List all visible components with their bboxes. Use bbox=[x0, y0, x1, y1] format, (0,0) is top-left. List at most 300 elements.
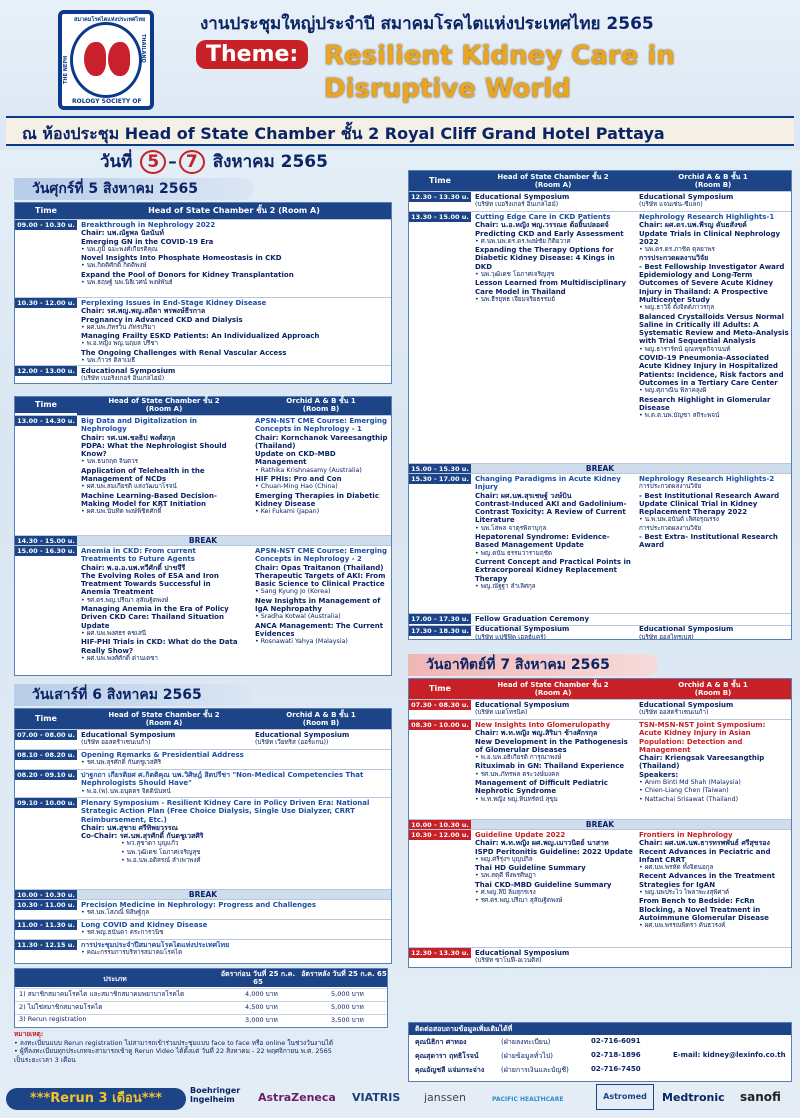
talk-speaker: • ผศ.นพ.สมเกียรติ แสงวัฒนาโรจน์ bbox=[81, 483, 177, 491]
col-room-b-code: (Room B) bbox=[302, 405, 340, 413]
session-time: 10.30 - 11.00 u. bbox=[15, 900, 77, 910]
session-title: Perplexing Issues in End-Stage Kidney Disease bbox=[81, 299, 267, 307]
contact-role: (ฝ่ายข้อมูลทั่วไป) bbox=[501, 1052, 553, 1060]
session-row bbox=[15, 899, 391, 919]
session-title: Educational Symposium bbox=[475, 193, 570, 201]
talk-title: Expanding the Therapy Options for Diabetic Kidney Disease: 4 Kings in DKD bbox=[475, 246, 615, 271]
session-title: Nephrology Research Highlights-2 bbox=[639, 475, 775, 483]
date-dash: – bbox=[168, 152, 177, 172]
session-title: APSN-NST CME Course: Emerging Concepts in Nephrology - 1 bbox=[255, 417, 387, 434]
talk-title: Machine Learning-Based Decision-Making Model for KRT Initiation bbox=[81, 491, 217, 508]
talk-title: ANCA Management: The Current Evidences bbox=[255, 621, 384, 638]
col-room-b-name: Orchid A & B ชั้น 1 bbox=[286, 397, 356, 405]
session-sponsor: (บริษัท ออสตร้าเซนเนก้า) bbox=[639, 709, 709, 717]
talk-speaker: • นพ.ก้าวร ติลาเมธี bbox=[81, 357, 136, 365]
session-title: Fellow Graduation Ceremony bbox=[475, 615, 590, 623]
session-chair: Chair: นพ.สุชาย ศรีทิพยวรรณ bbox=[81, 823, 178, 832]
session-time: 11.30 - 12.15 u. bbox=[15, 940, 77, 950]
society-logo bbox=[58, 10, 154, 110]
fees-row bbox=[15, 1014, 387, 1024]
session-sponsor: (บริษัท เบอริงเกอร์ อินเกลไฮม์) bbox=[475, 201, 559, 209]
talk-title: ISPD Peritonitis Guideline: 2022 Update bbox=[475, 847, 633, 856]
theme-label: Theme: bbox=[196, 40, 308, 69]
session-sponsor: (บริษัท ซาโนฟี่-อเวนติส) bbox=[475, 957, 542, 965]
session-time: 10.00 - 10.30 u. bbox=[409, 820, 471, 830]
panelist: • นพ.วุฒิเดช โอภาศเจริญสุข bbox=[121, 848, 201, 856]
col-room-a bbox=[471, 171, 635, 191]
talk-speaker: • พญ.ศรีรุ่งฯ บุญปกิล bbox=[475, 855, 533, 863]
col-time: Time bbox=[15, 397, 77, 413]
session-time: 11.00 - 11.30 u. bbox=[15, 920, 77, 930]
talk-speaker: • ศ.พญ.ลิปิ ลิ่มสุกรเรง bbox=[475, 889, 536, 897]
talk-speaker: • นพ.ธนกฤต จินตวร bbox=[81, 458, 139, 466]
session-speaker: • คณะกรรมการบริหารสมาคมโรคไต bbox=[81, 949, 183, 957]
fees-after: 5,000 บาท bbox=[331, 1003, 364, 1011]
col-room-a-code: (Room A) bbox=[145, 405, 183, 413]
contact-phone[interactable]: 02-716-6091 bbox=[591, 1037, 641, 1045]
session-row bbox=[409, 191, 791, 211]
contact-row bbox=[415, 1065, 787, 1076]
session-speaker: • รศ.นพ.โสภณิ์ พิสิษฐ์กุล bbox=[81, 909, 150, 917]
contact-role: (ฝ่ายการเงินและบัญชี) bbox=[501, 1066, 569, 1074]
talk-speaker: • พ.อ.นพ.อธิเกียรติ การุณาพงษ์ bbox=[475, 754, 562, 762]
talk-title: Update on CKD-MBD Management bbox=[255, 450, 336, 467]
session-row bbox=[409, 625, 791, 641]
session-title: Opening Remarks & Presidential Address bbox=[81, 751, 244, 759]
col-room-a-name: Head of State Chamber ชั้น 2 bbox=[108, 711, 220, 719]
talk-speaker: • Rosnawati Yahya (Malaysia) bbox=[255, 638, 348, 646]
talk-speaker: • ศ.นพ.นพ.ดร.ดร.พงษ์ชัย กิติยวาศ bbox=[475, 237, 571, 245]
contact-name: คุณนิธิกา ศาทอง bbox=[415, 1038, 467, 1046]
contact-name: คุณอัญชลี แจ่มกระจ่าง bbox=[415, 1066, 485, 1074]
notes bbox=[14, 1030, 404, 1064]
session-chair: Chair: พ.ท.หญิง พญ.สิริมา ช้างศักรกุล bbox=[475, 729, 598, 738]
talk-speaker: • ผศ.นพ.พรหัต ทั้งจิตนอกุล bbox=[639, 864, 714, 872]
talk-title: Research Highlight in Glomerular Disease bbox=[639, 395, 771, 412]
session-time: 09.00 - 10.30 u. bbox=[15, 220, 77, 230]
session-time: 15.00 - 16.30 u. bbox=[15, 546, 77, 556]
session-sponsor: (บริษัท แจนเซ่น-ซีแลก) bbox=[639, 201, 703, 209]
session-chair: Chair: น.อ.หญิง พญ.วรรณธ ต้อยิ้นปลอดจ์ bbox=[475, 221, 609, 230]
registration-fees-table bbox=[14, 968, 388, 1028]
fees-type: 2) ไม่ใช่สมาชิกสมาคมโรคไต bbox=[19, 1003, 103, 1011]
session-time: 12.30 - 13.30 u. bbox=[409, 948, 471, 958]
session-chair: Chair: ผศ.นพ.นพ.ธารทรพพันธ์ ศรีสุขรอง bbox=[639, 839, 770, 848]
contest-heading: การประกวดผลงานวิจัย bbox=[639, 254, 709, 263]
session-time: 13.30 - 15.00 u. bbox=[409, 212, 471, 222]
break-label: BREAK bbox=[15, 890, 391, 900]
session-row bbox=[15, 297, 391, 363]
day5-morning-table bbox=[14, 202, 392, 384]
contact-phone[interactable]: 02-718-1896 bbox=[591, 1051, 641, 1059]
talk-speaker: • พ.อ.หญิง พญ.นฤมล ปรีชา bbox=[81, 340, 159, 348]
session-row bbox=[15, 729, 391, 749]
session-title: Educational Symposium bbox=[639, 626, 734, 633]
fees-row bbox=[15, 988, 387, 998]
talk-title: Rituximab in GN: Thailand Experience bbox=[475, 762, 625, 771]
session-title: Long COVID and Kidney Disease bbox=[81, 921, 208, 929]
talk-title: Expand the Pool of Donors for Kidney Transplantation bbox=[81, 270, 294, 279]
talk-title: Recent Advances in the Treatment Strategies for IgAN bbox=[639, 872, 775, 889]
day7-table bbox=[408, 678, 792, 968]
col-time: Time bbox=[15, 709, 77, 729]
speakers-label: Speakers: bbox=[639, 770, 679, 779]
session-time: 10.30 - 12.00 u. bbox=[409, 830, 471, 840]
note-item: เป็นระยะเวลา 3 เดือน bbox=[14, 1055, 76, 1064]
talk-speaker: • พญ.ศุภาณิน พิลาคลุงผิ bbox=[639, 387, 707, 395]
session-time: 10.30 - 12.00 u. bbox=[15, 298, 77, 308]
col-time: Time bbox=[15, 203, 77, 219]
rerun-badge: ***Rerun 3 เดือน*** bbox=[6, 1088, 186, 1110]
panelist: • พ.อ.นพ.อดิสรณ์ ลำเพาพงศ์ bbox=[121, 857, 201, 865]
talk-title: The Ongoing Challenges with Renal Vascular Access bbox=[81, 348, 287, 357]
session-time: 07.30 - 08.30 u. bbox=[409, 700, 471, 710]
session-row bbox=[409, 211, 791, 463]
talk-speaker: • น.พ.นพ.อนันต์ เลิศอรุณรรง bbox=[639, 516, 719, 524]
contact-row bbox=[415, 1051, 787, 1062]
session-title: TSN-MSN-NST Joint Symposium: Acute Kidney Injury in Asian Population: Detection and Management bbox=[639, 721, 766, 754]
session-time: 08.30 - 10.00 u. bbox=[409, 720, 471, 730]
kidney-icon bbox=[108, 42, 130, 76]
col-room-b-code: (Room B) bbox=[302, 719, 340, 727]
session-title: Cutting Edge Care in CKD Patients bbox=[475, 213, 611, 221]
session-time: 12.30 - 13.30 u. bbox=[409, 192, 471, 202]
day5-afternoon-table bbox=[14, 396, 392, 676]
session-time: 12.00 - 13.00 u. bbox=[15, 366, 77, 376]
session-row bbox=[409, 473, 791, 613]
col-room-a: Head of State Chamber ชั้น 2 (Room A) bbox=[77, 203, 391, 219]
session-row bbox=[409, 947, 791, 967]
talk-speaker: • Chien-Liang Chen (Taiwan) bbox=[639, 787, 729, 795]
session-time: 15.00 - 15.30 u. bbox=[409, 464, 471, 474]
session-speaker: • รศ.นพ.สุรศักดิ์ กันตชูเวสศิริ bbox=[81, 759, 162, 767]
fees-before: 3,000 บาท bbox=[245, 1016, 278, 1024]
session-title: Nephrology Research Highlights-1 bbox=[639, 213, 775, 221]
session-row bbox=[15, 939, 391, 963]
talk-title: COVID-19 Pneumonia-Associated Acute Kidney Injury in Hospitalized Patients: Incidence, Risk factors and Outcomes in a Tertiary Care Center bbox=[639, 354, 784, 387]
contest-heading: การประกวดผลงานวิจัย bbox=[639, 483, 702, 491]
col-room-b bbox=[635, 679, 791, 699]
talk-speaker: • ผศ.นพ.ภัทรวิน ภัทรปริมา bbox=[81, 323, 156, 331]
session-title: Educational Symposium bbox=[475, 701, 570, 709]
col-room-b bbox=[251, 397, 391, 415]
session-row bbox=[409, 829, 791, 947]
fees-before: 4,000 บาท bbox=[245, 990, 278, 998]
sponsor-logo-pacific: PACIFIC HEALTHCARE bbox=[492, 1096, 564, 1103]
contact-name: คุณสุดารา ฤทธิโรจน์ bbox=[415, 1052, 479, 1060]
kidney-icon bbox=[84, 42, 106, 76]
session-row bbox=[409, 719, 791, 819]
talk-speaker: • นพ.ดร.ดร.ภาชิต ตุลยาพร bbox=[639, 246, 715, 254]
talk-speaker: • นพ.กิตติศักดิ์ กิตติพงษ์ bbox=[81, 262, 147, 270]
talk-speaker: • นพ.ธฤษฐ์ นพ.นิธิเวศน์ พงษ์พันธ์ bbox=[81, 279, 173, 287]
notes-heading: หมายเหตุ: bbox=[14, 1030, 44, 1038]
break-row bbox=[409, 463, 791, 473]
col-time: Time bbox=[409, 679, 471, 699]
session-time: 08.10 - 08.20 u. bbox=[15, 750, 77, 760]
session-chair: Chair: Opas Traitanon (Thailand) bbox=[255, 563, 384, 572]
contact-role: (ฝ่ายลงทะเบียน) bbox=[501, 1038, 551, 1046]
fees-after: 3,500 บาท bbox=[331, 1016, 364, 1024]
break-row bbox=[15, 889, 391, 899]
col-room-a bbox=[471, 679, 635, 699]
session-title: Educational Symposium bbox=[255, 731, 350, 739]
session-title: Educational Symposium bbox=[81, 731, 176, 739]
session-sponsor: (บริษัท แปซิฟิค เฮลธ์แคร์) bbox=[475, 633, 546, 641]
talk-speaker: • นพ.โสพล จาตุรพิลาบุกุล bbox=[475, 524, 547, 532]
date-start: 5 bbox=[140, 150, 166, 174]
talk-title: Thai HD Guideline Summary bbox=[475, 864, 586, 873]
fees-row bbox=[15, 1001, 387, 1011]
logo-text-left: THE NEPH bbox=[63, 55, 69, 84]
session-title: Educational Symposium bbox=[81, 367, 176, 375]
session-cochair: Co-Chair: รศ.นพ.สุรศักดิ์ กันตชูเวสศิริ bbox=[81, 832, 204, 841]
session-time: 17.30 - 18.30 u. bbox=[409, 626, 471, 636]
talk-speaker: • Sradha Kotwal (Australia) bbox=[255, 613, 341, 621]
talk-title: Lesson Learned from Multidisciplinary Care Model in Thailand bbox=[475, 279, 627, 296]
note-item: • ลงทะเบียนแบบ Rerun registration ไม่สามารถเข้าร่วมประชุมแบบ face to face หรือ online ในช่วงวันงานได้ bbox=[14, 1038, 334, 1047]
day6-table bbox=[14, 708, 392, 964]
col-room-b-code: (Room B) bbox=[694, 689, 732, 697]
col-room-b bbox=[635, 171, 791, 191]
dates-prefix: วันที่ bbox=[100, 152, 133, 172]
session-chair: Chair: นพ.ณัฐพล นิลนันท์ bbox=[81, 229, 164, 238]
break-label: BREAK bbox=[15, 536, 391, 546]
note-item: • ผู้ที่ลงทะเบียนทุกประเภทจะสามารถเข้าดู Rerun Video ได้ตั้งแต่ วันที่ 22 สิงหาคม - 22 พฤศจิกายน พ.ศ. 2565 bbox=[14, 1047, 332, 1055]
theme-banner bbox=[196, 40, 768, 116]
sponsor-logo-astrazeneca: AstraZeneca bbox=[258, 1091, 336, 1104]
contact-phone[interactable]: 02-716-7450 bbox=[591, 1065, 641, 1073]
col-room-a-name: Head of State Chamber ชั้น 2 bbox=[497, 681, 609, 689]
session-title: Breakthrough in Nephrology 2022 bbox=[81, 221, 216, 229]
session-time: 07.00 - 08.00 u. bbox=[15, 730, 77, 740]
contact-row bbox=[415, 1037, 787, 1048]
talk-title: PDPA: What the Nephrologist Should Know? bbox=[81, 441, 227, 459]
session-title: Precision Medicine in Nephrology: Progress and Challenges bbox=[81, 901, 317, 909]
venue-text: ณ ห้องประชุม Head of State Chamber ชั้น 2 Royal Cliff Grand Hotel Pattaya bbox=[22, 124, 665, 143]
talk-title: Hepatorenal Syndrome: Evidence-Based Management Update bbox=[475, 533, 610, 550]
day7-header: วันอาทิตย์ที่ 7 สิงหาคม 2565 bbox=[408, 654, 658, 676]
sponsor-logo-astromed: Astromed bbox=[596, 1084, 654, 1110]
session-row bbox=[409, 699, 791, 719]
contact-email[interactable]: E-mail: kidney@lexinfo.co.th bbox=[673, 1051, 786, 1059]
talk-title: HIF-PHI Trials in CKD: What do the Data Really Show? bbox=[81, 638, 238, 655]
talk-title: Novel Insights Into Phosphate Homeostasis in CKD bbox=[81, 254, 282, 263]
talk-title: - Best Institutional Research Award Update Clinical Trial in Kidney Replacement Therapy 2022 bbox=[639, 491, 780, 517]
session-time: 15.30 - 17.00 u. bbox=[409, 474, 471, 484]
talk-title: Management of Difficult Pediatric Nephrotic Syndrome bbox=[475, 779, 608, 796]
session-time: 10.00 - 10.30 u. bbox=[15, 890, 77, 900]
fees-header bbox=[15, 969, 387, 987]
session-speaker: • รศ.พญ.ธนันดา ตระการวนิช bbox=[81, 929, 164, 937]
talk-speaker: • รศ.นพ.ภัทรพล ตระวงษ์มงคล bbox=[475, 770, 560, 778]
sponsor-logo-viatris: VIATRIS bbox=[352, 1091, 401, 1104]
contest-heading: การประกวดผลงานวิจัย bbox=[639, 524, 702, 532]
session-title: Changing Paradigms in Acute Kidney Injury bbox=[475, 475, 621, 492]
dates-suffix: สิงหาคม 2565 bbox=[212, 152, 328, 172]
session-chair: Chair: Kornchanok Vareesangthip (Thailand) bbox=[255, 433, 388, 450]
sponsor-logo-boehringer: Boehringer Ingelheim bbox=[190, 1086, 241, 1104]
talk-speaker: • Sang Kyung Jo (Korea) bbox=[255, 588, 331, 596]
logo-text-top: สมาคมโรคไตแห่งประเทศไทย bbox=[74, 17, 146, 23]
talk-title: Recent Advances in Peciatric and Infant CRRT bbox=[639, 847, 771, 864]
session-chair: Chair: ผศ.ดร.นพ.พีรญ คันธสังขค์ bbox=[639, 221, 747, 230]
col-room-a-code: (Room A) bbox=[145, 719, 183, 727]
session-row bbox=[409, 613, 791, 625]
break-label: BREAK bbox=[409, 820, 791, 830]
talk-speaker: • Anim Binti Md Shah (Malaysia) bbox=[639, 779, 741, 787]
sponsor-logo-sanofi: sanofi bbox=[740, 1090, 781, 1104]
session-chair: Chair: พ.อ.อ.นพ.ทวีศักดิ์ ปาขจีรี bbox=[81, 563, 186, 572]
break-row bbox=[15, 535, 391, 545]
col-room-a-code: (Room A) bbox=[534, 689, 572, 697]
col-room-a-code: (Room A) bbox=[534, 181, 572, 189]
talk-speaker: • ผศ.นพ.พงศ์ศักดิ์ ด่านเดชา bbox=[81, 654, 158, 662]
session-speaker: • พ.อ.(พ).นพ.อนุตตร จิตตินันทน์ bbox=[81, 787, 171, 795]
session-title: Guideline Update 2022 bbox=[475, 831, 566, 839]
talk-title: Managing Frailty ESKD Patients: An Individualized Approach bbox=[81, 332, 320, 341]
session-chair: Chair: ผศ.นพ.สุรเชษฐ์ วงษ์บิน bbox=[475, 491, 572, 500]
session-title: Plenary Symposium - Resilient Kidney Care in Policy Driven Era: National Strategic Action Plan (Free Choice Dialysis, Single Use Dialyzer, CRRT Reimbursement, Etc.) bbox=[81, 799, 370, 824]
sponsor-logo-janssen: janssen bbox=[424, 1091, 466, 1104]
talk-title: From Bench to Bedside: FcRn Blocking, a Novel Treatment in Autoimmune Glomerular Disease bbox=[639, 897, 769, 922]
talk-title: Therapeutic Targets of AKI: From Basic Science to Clinical Practice bbox=[255, 571, 386, 589]
session-time: 14.30 - 15.00 u. bbox=[15, 536, 77, 546]
break-label: BREAK bbox=[409, 464, 791, 474]
talk-speaker: • พญ.ดนัน ธรรมวารามฤชัต bbox=[475, 549, 553, 557]
session-title: Anemia in CKD: From current Treatments to Future Agents bbox=[81, 547, 196, 564]
day6-header: วันเสาร์ที่ 6 สิงหาคม 2565 bbox=[14, 684, 254, 706]
talk-title: Balanced Crystalloids Versus Normal Saline in Critically ill Adults: A Systematic Review and Meta-Analysis with Trial Sequential Analysis bbox=[639, 312, 789, 346]
session-row bbox=[15, 797, 391, 889]
talk-title: - Best Fellowship Investigator Award Epidemiology and Long-Term Outcomes of Severe Acute Kidney Injury in Thailand: A Prospective Multicenter Study bbox=[639, 262, 785, 304]
theme-text: Resilient Kidney Care in Disruptive World bbox=[324, 41, 675, 104]
fees-type: 3) Rerun registration bbox=[19, 1015, 87, 1023]
session-title: New Insights Into Glomerulopathy bbox=[475, 721, 611, 729]
col-room-b-code: (Room B) bbox=[694, 181, 732, 189]
session-title: การประชุมประจำปีสมาคมโรคไตแห่งประเทศไทย bbox=[81, 941, 230, 949]
session-row bbox=[15, 415, 391, 535]
session-time: 17.00 - 17.30 u. bbox=[409, 614, 471, 624]
col-room-b-name: Orchid A & B ชั้น 1 bbox=[678, 173, 748, 181]
talk-title: Predicting CKD and Early Assessment bbox=[475, 229, 624, 238]
day5-right-table bbox=[408, 170, 792, 640]
talk-title: The Evolving Roles of ESA and Iron Treatment Towards Successful in Anemia Treatment bbox=[81, 571, 219, 597]
conference-thai-title: งานประชุมใหญ่ประจำปี สมาคมโรคไตแห่งประเทศไทย 2565 bbox=[200, 14, 654, 34]
talk-speaker: • รศ.ดร.พญ.ปรีณา สุสัณฐิตพงษ์ bbox=[475, 897, 563, 905]
talk-title: Contrast-Induced AKI and Gadolinium-Contrast Toxicity: A Review of Current Literature bbox=[475, 499, 627, 525]
col-room-a-name: Head of State Chamber ชั้น 2 bbox=[108, 397, 220, 405]
talk-speaker: • ผศ.นพ.นันทิต พงษ์พิชิตศักดิ์ bbox=[81, 508, 162, 516]
talk-speaker: • Chuan-Ming Hao (China) bbox=[255, 483, 338, 491]
talk-speaker: • พ.ต.ต.นพ.บัญชา สถิระพจน์ bbox=[639, 412, 720, 420]
talk-speaker: • Nattachai Srisawat (Thailand) bbox=[639, 795, 739, 803]
date-end: 7 bbox=[179, 150, 205, 174]
session-chair: Chair: รศ.พญ.พญ.สถิตา พรพงษ์ธีรกาล bbox=[81, 307, 206, 316]
session-chair: Chair: Kriengsak Vareesangthip (Thailand) bbox=[639, 754, 765, 771]
talk-speaker: • รศ.ดร.พญ.ปรีณา สุสัณฐิตพงษ์ bbox=[81, 596, 169, 604]
talk-speaker: • ผศ.นพ.พงศธร คชเสนี bbox=[81, 629, 147, 637]
talk-speaker: • พ.ท.หญิง พญ.ทินทรัตน์ สุขุม bbox=[475, 795, 558, 803]
session-row bbox=[15, 919, 391, 939]
contact-box bbox=[408, 1022, 792, 1082]
session-time: 13.00 - 14.30 u. bbox=[15, 416, 77, 426]
col-room-a-name: Head of State Chamber ชั้น 2 bbox=[497, 173, 609, 181]
session-title: Big Data and Digitalization in Nephrology bbox=[81, 417, 198, 434]
talk-title: Update Trials in Clinical Nephrology 2022 bbox=[639, 229, 781, 246]
panelist: • พว.สุชาดา บุญแก้ว bbox=[121, 840, 179, 848]
col-room-a bbox=[77, 397, 251, 415]
contact-title: ติดต่อสอบถามข้อมูลเพิ่มเติมได้ที่ bbox=[409, 1023, 791, 1035]
talk-title: Pregnancy in Advanced CKD and Dialysis bbox=[81, 315, 243, 324]
session-title: ปาฐกถา เกียรติยศ ศ.กิตติคุณ นพ.วิศิษฎ์ สิตปรีชา "Non-Medical Competencies That Nephrologists Should Have" bbox=[81, 771, 364, 788]
session-sponsor: (บริษัท เมดโทรนิค) bbox=[475, 709, 528, 717]
session-row bbox=[15, 365, 391, 383]
session-title: Educational Symposium bbox=[639, 701, 734, 709]
session-sponsor: (บริษัท ออลไทรเบส) bbox=[639, 633, 694, 641]
session-title: Frontiers in Nephrology bbox=[639, 831, 733, 839]
session-title: Educational Symposium bbox=[475, 626, 570, 633]
fees-type: 1) สมาชิกสมาคมโรคไต และสมาชิกสมาคมพยาบาลโรคไต bbox=[19, 990, 185, 998]
fees-after: 5,000 บาท bbox=[331, 990, 364, 998]
talk-speaker: • พญ.นพประไว ไพลาพะงสุพิศาต์ bbox=[639, 889, 730, 897]
col-room-b-name: Orchid A & B ชั้น 1 bbox=[286, 711, 356, 719]
talk-speaker: • พญ.ธาวิจิ์ ตั้งจิตต์ภาวรกุล bbox=[639, 304, 715, 312]
session-row bbox=[15, 749, 391, 769]
session-row bbox=[15, 769, 391, 797]
talk-speaker: • Kei Fukami (Japan) bbox=[255, 508, 320, 516]
sponsor-logo-medtronic: Medtronic bbox=[662, 1091, 725, 1104]
session-row bbox=[15, 219, 391, 297]
conference-dates bbox=[100, 148, 328, 175]
talk-title: Emerging Therapies in Diabetic Kidney Disease bbox=[255, 491, 379, 508]
talk-title: Managing Anemia in the Era of Policy Driven CKD Care: Thailand Situation Update bbox=[81, 605, 229, 630]
col-room-b-name: Orchid A & B ชั้น 1 bbox=[678, 681, 748, 689]
fees-col-type: ประเภท bbox=[103, 975, 127, 983]
session-sponsor: (บริษัท เบอริงเกอร์ อินเกลไฮม์) bbox=[81, 375, 165, 383]
talk-title: New Insights in Management of IgA Nephropathy bbox=[255, 596, 381, 614]
talk-title: New Development in the Pathogenesis of Glomerular Diseases bbox=[475, 737, 628, 754]
talk-speaker: • Rathika Krishnasamy (Australia) bbox=[255, 466, 362, 474]
talk-title: Application of Telehealth in the Management of NCDs bbox=[81, 466, 205, 484]
talk-title: HIF PHIs: Pro and Con bbox=[255, 475, 342, 484]
session-time: 08.20 - 09.10 u. bbox=[15, 770, 77, 780]
fees-col-before: อัตราก่อน วันที่ 25 ก.ค. 65 bbox=[220, 970, 296, 986]
col-room-a bbox=[77, 709, 251, 729]
talk-speaker: • นพ.ธีรยุทธ เจียมจริยธรรมย์ bbox=[475, 295, 555, 303]
logo-ring bbox=[70, 22, 142, 98]
fees-col-after: อัตราหลัง วันที่ 25 ก.ค. 65 bbox=[301, 970, 387, 978]
session-title: APSN-NST CME Course: Emerging Concepts in Nephrology - 2 bbox=[255, 547, 387, 564]
session-sponsor: (บริษัท เวียทริส (ออร์แกน)) bbox=[255, 739, 329, 747]
talk-speaker: • ผศ.นพ.พรรณพิตรา คันธวรงค์ bbox=[639, 922, 726, 930]
logo-text-bottom: ROLOGY SOCIETY OF bbox=[72, 98, 142, 105]
logo-text-right: THAILAND bbox=[140, 34, 146, 63]
session-title: Educational Symposium bbox=[475, 949, 570, 957]
talk-title: Current Concept and Practical Points in Extracorporeal Kidney Replacement Therapy bbox=[475, 557, 631, 583]
day5-header: วันศุกร์ที่ 5 สิงหาคม 2565 bbox=[14, 178, 254, 200]
break-row bbox=[409, 819, 791, 829]
col-room-b bbox=[251, 709, 391, 729]
session-row bbox=[15, 545, 391, 675]
venue-bar bbox=[6, 116, 794, 146]
talk-speaker: • นพ.วุฒิเดช โอภาศเจริญสุข bbox=[475, 271, 555, 279]
talk-speaker: • พญ.ธารารัตน์ อุณหชุดกิจานนท์ bbox=[639, 345, 731, 353]
fees-before: 4,500 บาท bbox=[245, 1003, 278, 1011]
talk-title: - Best Extra- Institutional Research Award bbox=[639, 533, 778, 550]
session-chair: Chair: พ.ท.หญิง ผศ.พญ.เมาวนิตย์ นาสาท bbox=[475, 839, 609, 848]
talk-speaker: • นพ.ภูมิ ฉมะพงศ์เกียรติคุณ bbox=[81, 245, 158, 253]
